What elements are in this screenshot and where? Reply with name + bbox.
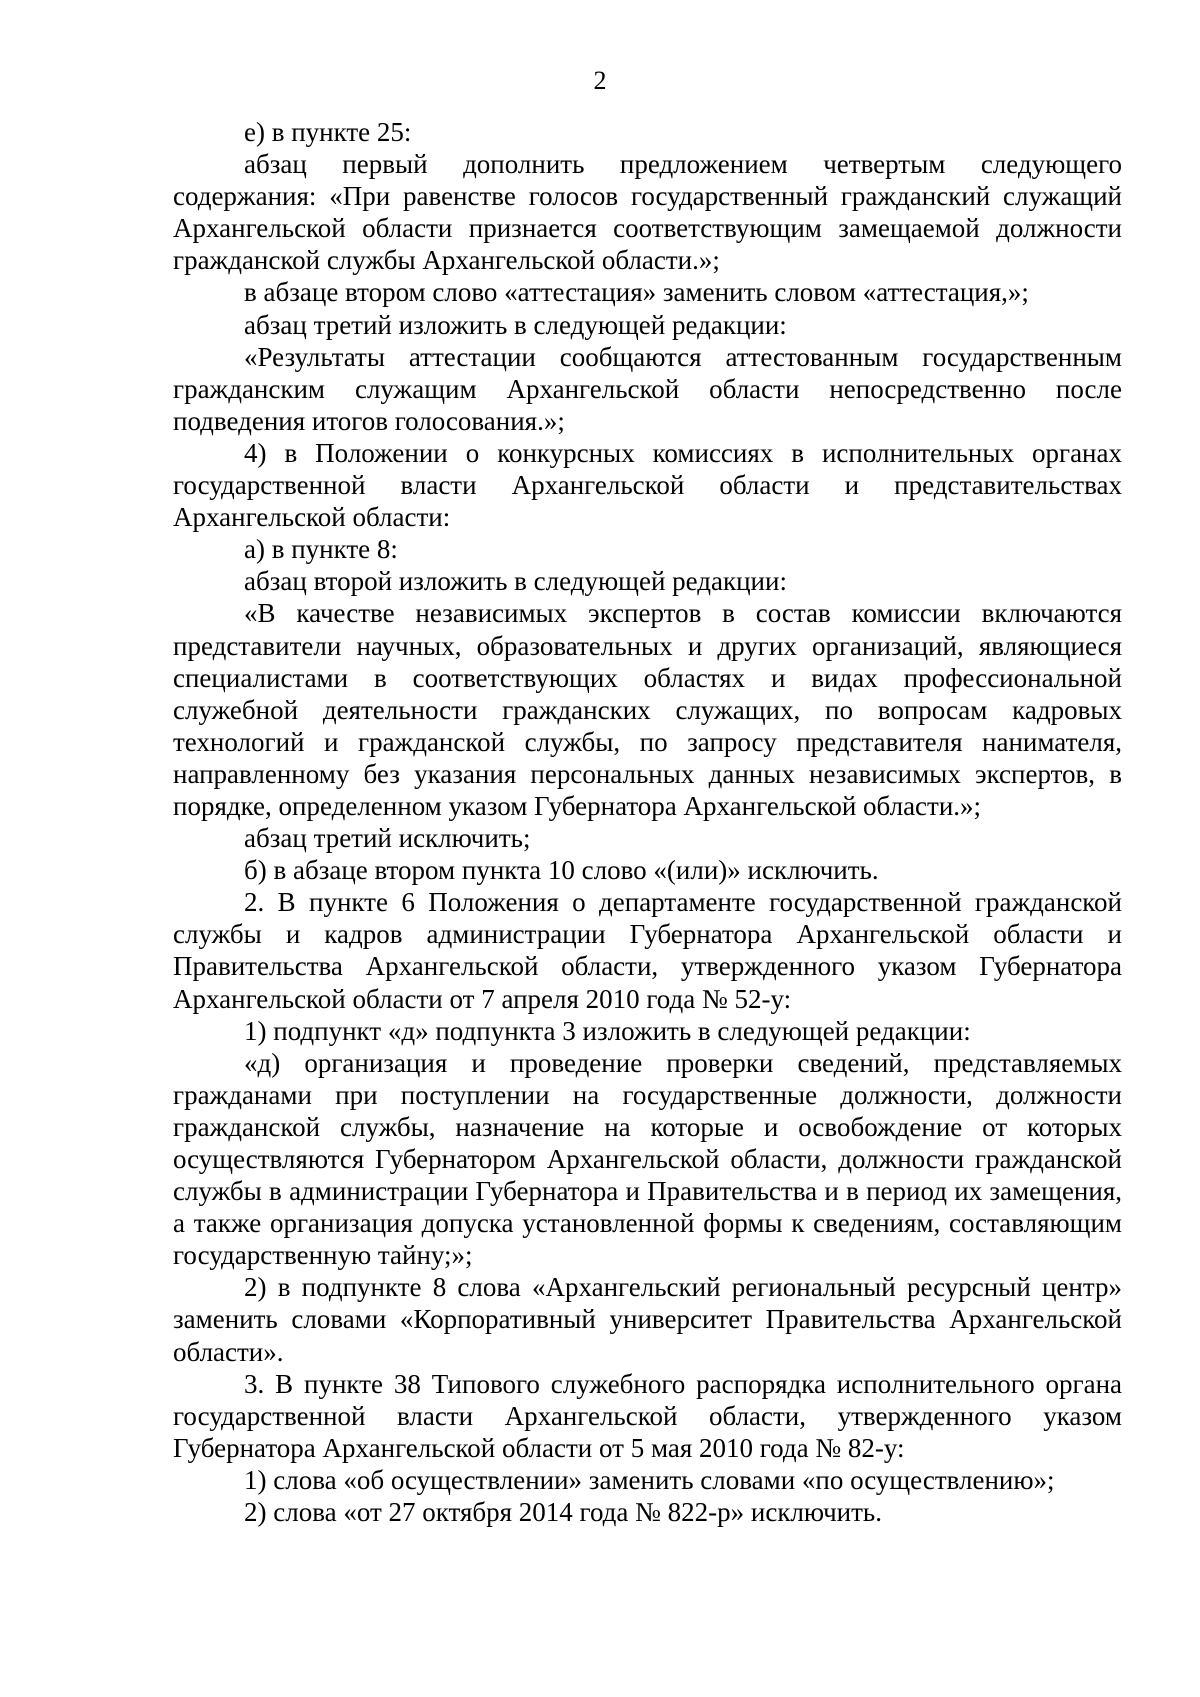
paragraph: 2. В пункте 6 Положения о департаменте государственной гражданской службы и кадров администрации Губернатора Архангельской области и Правительства Архангельской области, утвержденного указом Губернатора Архангельской области от 7 апреля 2010 года № 52-у: [173,887,1122,1014]
paragraph: абзац второй изложить в следующей редакции: [244,566,787,597]
paragraph: в абзаце втором слово «аттестация» заменить словом «аттестация,»; [244,277,1029,308]
paragraph: 1) слова «об осуществлении» заменить словами «по осуществлению»; [244,1464,1055,1495]
paragraph: абзац третий исключить; [244,823,531,854]
paragraph: абзац первый дополнить предложением четвертым следующего содержания: «При равенстве голосов государственный гражданский служащий Архангельской области признается соответствующим замещаемой должности гражданской службы Архангельской области.»; [173,149,1122,276]
document-body [173,116,1122,1528]
paragraph: «д) организация и проведение проверки сведений, представляемых гражданами при поступлении на государственные должности, должности гражданской службы, назначение на которые и освобождение от которых осуществляются Губернатором Архангельской области, должности гражданской службы в администрации Губернатора и Правительства и в период их замещения, а также организация допуска установленной формы к сведениям, составляющим государственную тайну;»; [173,1047,1122,1271]
paragraph: 4) в Положении о конкурсных комиссиях в исполнительных органах государственной власти Архангельской области и представительствах Архангельской области: [173,437,1122,533]
paragraph: «В качестве независимых экспертов в состав комиссии включаются представители научных, образовательных и других организаций, являющиеся специалистами в соответствующих областях и видах профессиональной служебной деятельности гражданских служащих, по вопросам кадровых технологий и гражданской службы, по запросу представителя нанимателя, направленному без указания персональных данных независимых экспертов, в порядке, определенном указом Губернатора Архангельской области.»; [173,598,1122,821]
paragraph: 2) слова «от 27 октября 2014 года № 822-р» исключить. [244,1497,882,1528]
paragraph: «Результаты аттестации сообщаются аттестованным государственным гражданским служащим Архангельской области непосредственно после подведения итогов голосования.»; [173,341,1122,436]
paragraph: 3. В пункте 38 Типового служебного распорядка исполнительного органа государственной власти Архангельской области, утвержденного указом Губернатора Архангельской области от 5 мая 2010 года № 82-у: [173,1368,1122,1463]
paragraph: абзац третий изложить в следующей редакции: [244,309,787,340]
paragraph: б) в абзаце втором пункта 10 слово «(или)» исключить. [244,855,879,886]
paragraph: а) в пункте 8: [244,534,398,565]
paragraph: 1) подпункт «д» подпункта 3 изложить в следующей редакции: [244,1015,971,1046]
page-number: 2 [593,66,607,95]
paragraph: е) в пункте 25: [244,117,412,147]
paragraph: 2) в подпункте 8 слова «Архангельский региональный ресурсный центр» заменить словами «Корпоративный университет Правительства Архангельской области». [173,1272,1122,1367]
